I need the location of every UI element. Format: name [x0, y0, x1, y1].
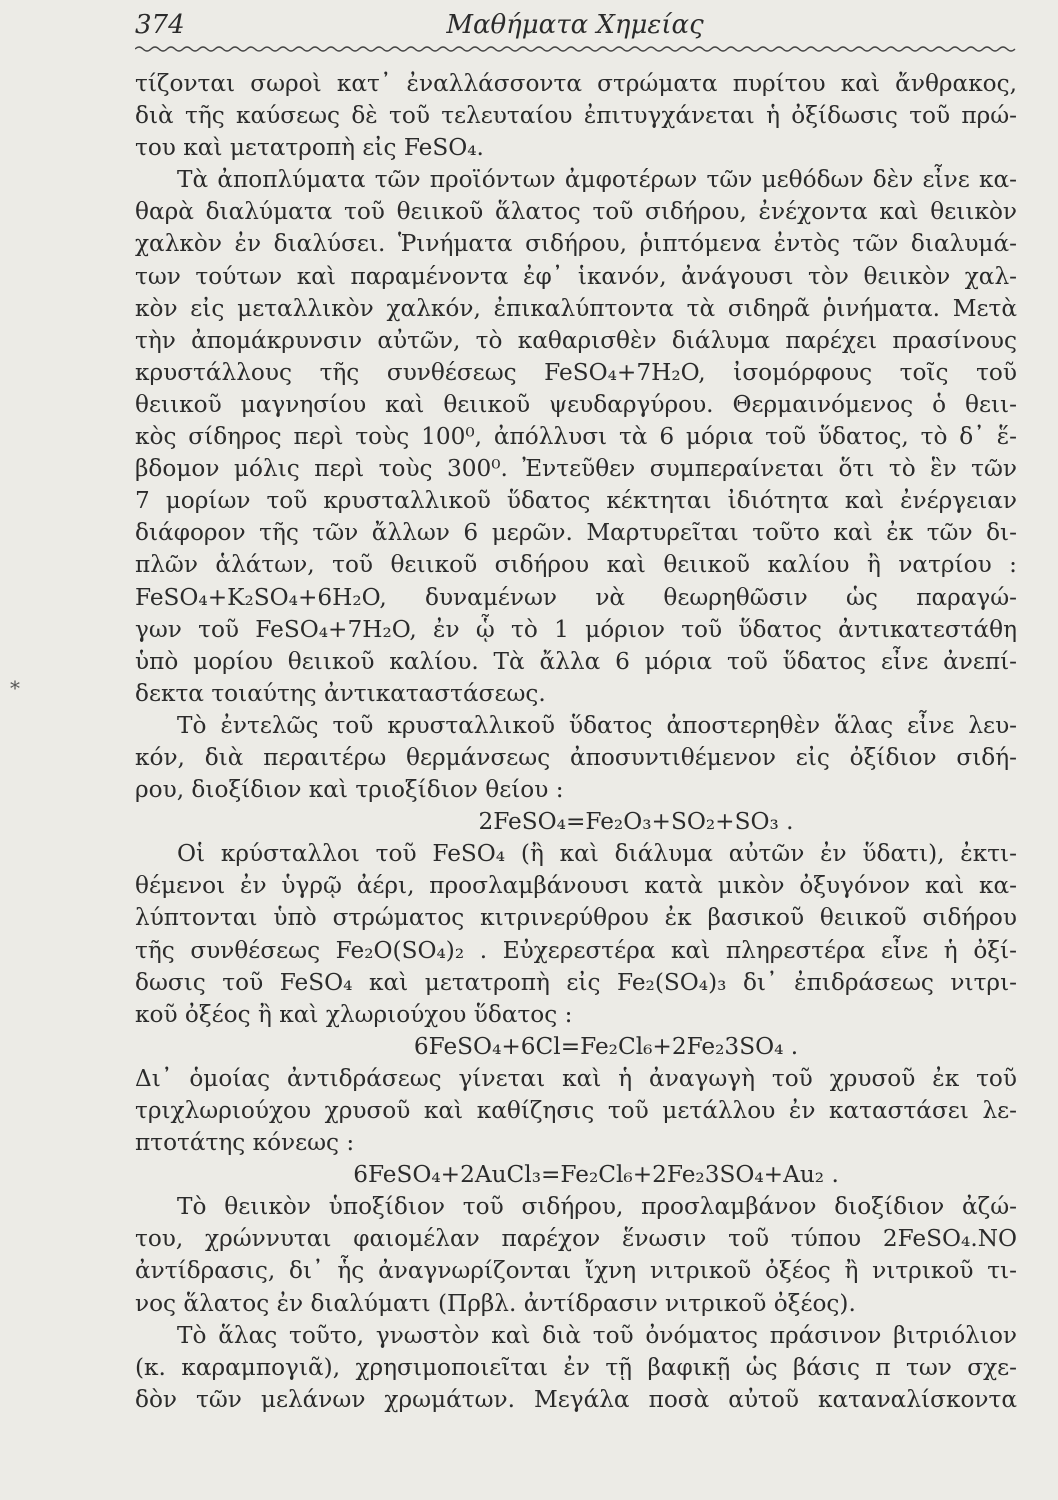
text-line: FeSO₄+K₂SO₄+6H₂O, δυναμένων νὰ θεωρηθῶσιν ὡς παραγώ-	[135, 583, 1017, 611]
text-line: κὸν εἰς μεταλλικὸν χαλκόν, ἐπικαλύπτοντα τὰ σιδηρᾶ ῥινήματα. Μετὰ	[135, 294, 1017, 322]
text-line: νος ἅλατος ἐν διαλύματι (Πρβλ. ἀντίδρασιν νιτρικοῦ ὀξέος).	[135, 1289, 856, 1317]
text-line: Οἱ κρύσταλλοι τοῦ FeSO₄ (ἢ καὶ διάλυμα αὐτῶν ἐν ὕδατι), ἐκτι-	[177, 840, 1017, 868]
text-line: τριχλωριούχου χρυσοῦ καὶ καθίζησις τοῦ μετάλλου ἐν καταστάσει λε-	[135, 1097, 1017, 1124]
text-line: χαλκὸν ἐν διαλύσει. Ῥινήματα σιδήρου, ῥιπτόμενα ἐντὸς τῶν διαλυμά-	[135, 230, 1017, 258]
text-line: ὑπὸ μορίου θειικοῦ καλίου. Τὰ ἄλλα 6 μόρια τοῦ ὕδατος εἶνε ἀνεπί-	[135, 647, 1017, 675]
chemical-equation: 2FeSO₄=Fe₂O₃+SO₂+SO₃ .	[478, 808, 794, 836]
chemical-equation: 6FeSO₄+6Cl=Fe₂Cl₆+2Fe₂3SO₄ .	[413, 1032, 799, 1060]
text-line: δὸν τῶν μελάνων χρωμάτων. Μεγάλα ποσὰ αὐτοῦ καταναλίσκοντα	[135, 1385, 1017, 1413]
text-line: θειικοῦ μαγνησίου καὶ θειικοῦ ψευδαργύρου. Θερμαινόμενος ὁ θειι-	[135, 390, 1017, 418]
text-line: τὴν ἀπομάκρυνσιν αὐτῶν, τὸ καθαρισθὲν διάλυμα παρέχει πρασίνους	[135, 326, 1017, 354]
text-line: γων τοῦ FeSO₄+7H₂O, ἐν ᾧ τὸ 1 μόριον τοῦ ὕδατος ἀντικατεστάθη	[135, 615, 1017, 643]
text-line: 7 μορίων τοῦ κρυσταλλικοῦ ὕδατος κέκτηται ἰδιότητα καὶ ἐνέργειαν	[135, 487, 1017, 515]
text-line: θαρὰ διαλύματα τοῦ θειικοῦ ἅλατος τοῦ σιδήρου, ἐνέχοντα καὶ θειικὸν	[135, 198, 1017, 226]
margin-mark: *	[10, 676, 20, 700]
text-line: δωσις τοῦ FeSO₄ καὶ μετατροπὴ εἰς Fe₂(SO₄)₃ δι᾽ ἐπιδράσεως νιτρι-	[135, 968, 1017, 996]
text-line: Τὸ θειικὸν ὑποξίδιον τοῦ σιδήρου, προσλαμβάνον διοξίδιον ἀζώ-	[177, 1193, 1017, 1221]
text-line: του καὶ μετατροπὴ εἰς FeSO₄.	[135, 134, 484, 162]
running-title: Μαθήματα Χημείας	[446, 10, 704, 40]
text-line: του, χρώννυται φαιομέλαν παρέχον ἕνωσιν τοῦ τύπου 2FeSO₄.NO	[135, 1225, 1017, 1253]
text-line: λύπτονται ὑπὸ στρώματος κιτρινερύθρου ἐκ βασικοῦ θειικοῦ σιδήρου	[135, 904, 1017, 932]
chemical-equation: 6FeSO₄+2AuCl₃=Fe₂Cl₆+2Fe₂3SO₄+Au₂ .	[353, 1161, 839, 1189]
text-line: ρου, διοξίδιον καὶ τριοξίδιον θείου :	[135, 776, 564, 804]
wavy-header-rule	[135, 44, 1017, 54]
page-number: 374	[135, 10, 185, 40]
text-line: διὰ τῆς καύσεως δὲ τοῦ τελευταίου ἐπιτυγχάνεται ἡ ὀξίδωσις τοῦ πρώ-	[135, 102, 1017, 130]
text-line: Τὸ ἐντελῶς τοῦ κρυσταλλικοῦ ὕδατος ἀποστερηθὲν ἅλας εἶνε λευ-	[177, 711, 1017, 739]
text-line: διάφορον τῆς τῶν ἄλλων 6 μερῶν. Μαρτυρεῖται τοῦτο καὶ ἐκ τῶν δι-	[135, 519, 1017, 547]
text-line: κρυστάλλους τῆς συνθέσεως FeSO₄+7H₂O, ἰσομόρφους τοῖς τοῦ	[135, 358, 1017, 386]
text-line: (κ. καραμπογιᾶ), χρησιμοποιεῖται ἐν τῇ βαφικῇ ὡς βάσις π των σχε-	[135, 1353, 1017, 1381]
text-line: δεκτα τοιαύτης ἀντικαταστάσεως.	[135, 679, 546, 707]
text-line: κὸς σίδηρος περὶ τοὺς 100⁰, ἀπόλλυσι τὰ 6 μόρια τοῦ ὕδατος, τὸ δ᾽ ἕ-	[135, 423, 1017, 451]
page-header	[135, 10, 1015, 44]
text-line: βδομον μόλις περὶ τοὺς 300⁰. Ἐντεῦθεν συμπεραίνεται ὅτι τὸ ἓν τῶν	[135, 455, 1017, 483]
text-line: πτοτάτης κόνεως :	[135, 1129, 355, 1157]
text-line: Τὰ ἀποπλύματα τῶν προϊόντων ἀμφοτέρων τῶν μεθόδων δὲν εἶνε κα-	[177, 166, 1017, 194]
text-line: Δι᾽ ὁμοίας ἀντιδράσεως γίνεται καὶ ἡ ἀναγωγὴ τοῦ χρυσοῦ ἐκ τοῦ	[135, 1064, 1017, 1092]
body-text	[135, 68, 1017, 1416]
text-line: κοῦ ὀξέος ἢ καὶ χλωριούχου ὕδατος :	[135, 1000, 573, 1028]
text-line: τῆς συνθέσεως Fe₂O(SO₄)₂ . Εὐχερεστέρα καὶ πληρεστέρα εἶνε ἡ ὀξί-	[135, 936, 1017, 964]
text-line: ἀντίδρασις, δι᾽ ἧς ἀναγνωρίζονται ἴχνη νιτρικοῦ ὀξέος ἢ νιτρικοῦ τι-	[135, 1257, 1017, 1285]
text-line: Τὸ ἅλας τοῦτο, γνωστὸν καὶ διὰ τοῦ ὀνόματος πράσινον βιτριόλιον	[177, 1321, 1017, 1349]
text-line: θέμενοι ἐν ὑγρῷ ἀέρι, προσλαμβάνουσι κατὰ μικὸν ὀξυγόνον καὶ κα-	[135, 872, 1017, 900]
text-line: τίζονται σωροὶ κατ᾽ ἐναλλάσσοντα στρώματα πυρίτου καὶ ἄνθρακος,	[135, 70, 1017, 97]
text-line: πλῶν ἁλάτων, τοῦ θειικοῦ σιδήρου καὶ θειικοῦ καλίου ἢ νατρίου :	[135, 551, 1017, 579]
text-line: κόν, διὰ περαιτέρω θερμάνσεως ἀποσυντιθέμενον εἰς ὀξίδιον σιδή-	[135, 743, 1017, 771]
text-line: των τούτων καὶ παραμένοντα ἐφ᾽ ἱκανόν, ἀνάγουσι τὸν θειικὸν χαλ-	[135, 262, 1017, 290]
